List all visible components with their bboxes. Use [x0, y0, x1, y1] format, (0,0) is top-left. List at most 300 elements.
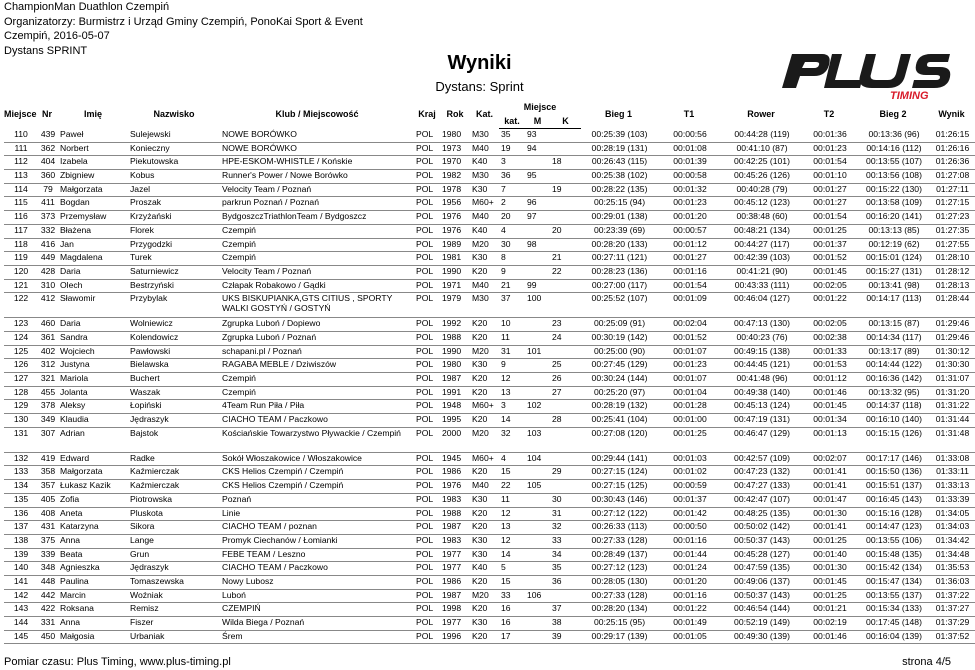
cell-category: M20	[472, 238, 489, 249]
cell-k-place	[550, 589, 581, 603]
cell-bib: 361	[40, 331, 56, 342]
cell-year: 1989	[442, 238, 462, 249]
cell-place: 131	[13, 427, 29, 438]
cell-result: 01:31:07	[935, 373, 970, 383]
cell-t1: 00:01:16	[673, 589, 707, 600]
cell-cat-place: 20	[501, 211, 511, 222]
cell-k-place	[550, 400, 581, 414]
event-name: ChampionMan Duathlon Czempiń	[4, 1, 170, 13]
cell-bib: 312	[40, 359, 56, 370]
cell-bike: 00:50:02 (142)	[734, 521, 790, 532]
cell-run1: 00:27:33 (128)	[591, 534, 648, 545]
cell-first-name: Katarzyna	[60, 521, 99, 532]
cell-run1: 00:27:00 (117)	[591, 279, 648, 290]
cell-country: POL	[416, 480, 434, 491]
cell-year: 1977	[442, 617, 462, 627]
cell-bib: 422	[40, 603, 56, 614]
cell-t1: 00:01:07	[673, 373, 707, 383]
cell-result: 01:27:23	[935, 211, 970, 222]
cell-country: POL	[416, 252, 434, 263]
cell-bike: 00:48:21 (134)	[734, 224, 790, 235]
cell-result: 01:33:39	[935, 493, 970, 504]
cell-cat-place: 21	[501, 279, 511, 290]
col-wynik: Wynik	[938, 109, 965, 120]
cell-run2: 00:13:55 (107)	[866, 156, 922, 167]
cell-k-place: 19	[552, 183, 562, 194]
cell-t2: 00:01:22	[813, 293, 847, 304]
table-row	[4, 197, 975, 211]
cell-first-name: Błażena	[60, 224, 92, 235]
cell-category: M40	[472, 279, 489, 290]
cell-country: POL	[416, 373, 434, 383]
cell-result: 01:27:11	[936, 183, 969, 194]
cell-cat-place: 31	[501, 345, 511, 356]
cell-bike: 00:44:45 (121)	[734, 359, 790, 370]
cell-bike: 00:49:06 (137)	[734, 575, 790, 586]
cell-bike: 00:40:28 (79)	[736, 183, 788, 194]
cell-t1: 00:01:42	[673, 507, 707, 518]
cell-run1: 00:25:41 (104)	[591, 414, 648, 425]
distance-label: Dystans SPRINT	[4, 44, 88, 57]
cell-run1: 00:29:44 (141)	[591, 452, 648, 463]
table-row	[4, 252, 975, 266]
cell-t1: 00:01:52	[673, 331, 707, 342]
cell-run2: 00:16:36 (142)	[866, 373, 922, 383]
cell-first-name: Łukasz Kazik	[60, 480, 111, 491]
cell-t2: 00:01:53	[813, 359, 847, 370]
cell-m-place: 94	[527, 142, 537, 153]
cell-k-place: 23	[552, 318, 562, 329]
cell-t2: 00:01:41	[813, 521, 847, 532]
cell-t2: 00:01:52	[813, 252, 847, 263]
col-miejsce-group: Miejsce	[523, 102, 557, 112]
cell-run1: 00:30:43 (146)	[591, 493, 648, 504]
cell-category: K20	[472, 466, 488, 477]
cell-country: POL	[416, 466, 434, 477]
cell-run1: 00:27:33 (128)	[591, 589, 648, 600]
cell-run2: 00:15:01 (124)	[866, 252, 922, 263]
cell-category: K30	[472, 359, 488, 370]
cell-run1: 00:27:11 (121)	[591, 252, 648, 263]
cell-m-place	[525, 318, 550, 332]
cell-first-name: Zbigniew	[60, 170, 95, 181]
cell-result: 01:34:42	[935, 534, 970, 545]
cell-first-name: Adrian	[60, 427, 85, 438]
cell-cat-place: 3	[501, 400, 506, 411]
cell-last-name: Tomaszewska	[130, 575, 184, 586]
cell-category: K20	[472, 507, 488, 518]
cell-year: 1995	[442, 414, 462, 425]
cell-cat-place: 19	[501, 142, 511, 153]
cell-club: Czempiń	[222, 373, 256, 383]
cell-result: 01:27:35	[935, 224, 970, 235]
cell-category: K30	[472, 534, 488, 545]
cell-m-place	[525, 466, 550, 480]
cell-club: BydgoszczTriathlonTeam / Bydgoszcz	[222, 211, 367, 222]
cell-m-place	[525, 252, 550, 266]
cell-last-name: Fiszer	[130, 617, 154, 627]
cell-last-name: Jędraszyk	[130, 562, 169, 573]
cell-year: 1998	[442, 603, 462, 614]
cell-last-name: Kolendowicz	[130, 331, 179, 342]
cell-k-place: 18	[552, 156, 562, 167]
cell-club: CKS Helios Czempiń / Czempiń	[222, 480, 344, 491]
cell-result: 01:28:44	[935, 293, 970, 304]
cell-category: K20	[472, 630, 488, 641]
cell-t2: 00:02:19	[813, 617, 847, 627]
cell-country: POL	[416, 603, 434, 614]
cell-run1: 00:27:08 (120)	[591, 427, 648, 438]
cell-bike: 00:46:04 (127)	[734, 293, 790, 304]
cell-t2: 00:01:46	[813, 630, 847, 641]
cell-k-place	[550, 129, 581, 143]
cell-category: M20	[472, 345, 489, 356]
cell-result: 01:29:46	[935, 318, 970, 329]
cell-m-place	[525, 630, 550, 644]
cell-run1: 00:26:33 (113)	[591, 521, 648, 532]
cell-bib: 460	[40, 318, 56, 329]
cell-category: K20	[472, 603, 488, 614]
cell-country: POL	[416, 617, 434, 627]
table-row	[4, 373, 975, 387]
cell-t1: 00:01:32	[673, 183, 707, 194]
cell-last-name: Konieczny	[130, 142, 170, 153]
cell-bike: 00:49:15 (138)	[734, 345, 790, 356]
cell-m-place	[525, 534, 550, 548]
cell-first-name: Olech	[60, 279, 83, 290]
cell-t1: 00:00:57	[673, 224, 707, 235]
cell-first-name: Norbert	[60, 142, 89, 153]
cell-cat-place: 35	[501, 129, 511, 139]
cell-run2: 00:14:47 (123)	[866, 521, 922, 532]
cell-category: K20	[472, 575, 488, 586]
cell-run1: 00:25:09 (91)	[593, 318, 646, 329]
cell-first-name: Roksana	[60, 603, 94, 614]
cell-category: M60+	[472, 400, 494, 411]
cell-last-name: Buchert	[130, 373, 160, 383]
cell-bike: 00:45:13 (124)	[734, 400, 790, 411]
cell-t1: 00:01:07	[673, 345, 707, 356]
cell-k-place: 35	[552, 562, 562, 573]
cell-country: POL	[416, 331, 434, 342]
cell-t2: 00:01:23	[813, 142, 847, 153]
cell-t1: 00:01:23	[673, 359, 707, 370]
cell-run1: 00:28:19 (131)	[591, 142, 648, 153]
cell-cat-place: 13	[501, 386, 511, 397]
cell-m-place	[525, 156, 550, 170]
cell-run2: 00:16:10 (140)	[866, 414, 922, 425]
table-row	[4, 414, 975, 428]
cell-cat-place: 36	[501, 170, 511, 181]
cell-last-name: Przygodzki	[130, 238, 173, 249]
cell-cat-place: 16	[501, 617, 511, 627]
cell-t2: 00:01:45	[813, 400, 847, 411]
cell-t1: 00:01:05	[673, 630, 707, 641]
cell-run1: 00:23:39 (69)	[593, 224, 646, 235]
table-row	[4, 400, 975, 414]
cell-run2: 00:15:22 (130)	[866, 183, 922, 194]
cell-t1: 00:01:09	[673, 293, 707, 304]
cell-year: 1983	[442, 493, 462, 504]
cell-bike: 00:47:59 (135)	[734, 562, 790, 573]
cell-bib: 339	[40, 548, 56, 559]
cell-last-name: Bajstok	[130, 427, 159, 438]
table-row	[4, 170, 975, 184]
cell-cat-place: 32	[501, 427, 511, 438]
cell-country: POL	[416, 279, 434, 290]
cell-bike: 00:42:39 (103)	[734, 252, 790, 263]
cell-bike: 00:42:47 (107)	[734, 493, 790, 504]
page-title: Wyniki	[447, 52, 512, 74]
table-row	[4, 493, 975, 507]
cell-club: UKS BISKUPIANKA,GTS CITIUS , SPORTY WALKI GOSTYŃ / GOSTYŃ	[222, 293, 393, 314]
cell-country: POL	[416, 589, 434, 600]
cell-first-name: Aleksy	[60, 400, 86, 411]
cell-bike: 00:42:25 (101)	[734, 156, 790, 167]
cell-place: 135	[13, 493, 29, 504]
cell-result: 01:36:03	[935, 575, 970, 586]
cell-run2: 00:13:58 (109)	[866, 197, 922, 208]
col-rok: Rok	[446, 109, 464, 120]
cell-run2: 00:16:20 (141)	[866, 211, 922, 222]
cell-category: K20	[472, 318, 488, 329]
cell-country: POL	[416, 238, 434, 249]
cell-t2: 00:02:07	[813, 452, 847, 463]
cell-cat-place: 7	[501, 183, 506, 194]
cell-k-place	[550, 345, 581, 359]
cell-run2: 00:14:16 (112)	[866, 142, 922, 153]
cell-country: POL	[416, 128, 434, 139]
cell-run1: 00:27:15 (124)	[591, 466, 648, 477]
cell-m-place	[525, 507, 550, 521]
cell-first-name: Wojciech	[60, 345, 95, 356]
cell-place: 112	[14, 156, 28, 167]
cell-first-name: Daria	[60, 265, 81, 276]
cell-year: 1990	[442, 345, 462, 356]
plus-timing-logo	[778, 48, 948, 100]
cell-category: K30	[472, 252, 488, 263]
col-miejsce-k: K	[550, 114, 581, 129]
cell-m-place: 102	[527, 400, 542, 411]
cell-country: POL	[416, 156, 434, 167]
cell-run2: 00:14:17 (113)	[866, 293, 922, 304]
cell-cat-place: 9	[501, 265, 506, 276]
table-row	[4, 630, 975, 644]
cell-club: Wilda Biega / Poznań	[222, 617, 305, 627]
cell-t2: 00:01:54	[813, 211, 847, 222]
cell-club: Poznań	[222, 493, 252, 504]
cell-first-name: Sandra	[60, 331, 88, 342]
cell-bike: 00:41:48 (96)	[736, 373, 788, 383]
cell-cat-place: 9	[501, 359, 506, 370]
cell-run1: 00:28:05 (130)	[591, 575, 648, 586]
cell-country: POL	[416, 211, 434, 222]
cell-club: Kościańskie Towarzystwo Pływackie / Czempiń	[222, 427, 401, 438]
cell-club: Zgrupka Luboń / Poznań	[222, 331, 317, 342]
cell-club: Runner's Power / Nowe Borówko	[222, 170, 348, 181]
cell-t2: 00:02:05	[813, 318, 847, 329]
cell-bike: 00:38:48 (60)	[736, 211, 788, 222]
cell-last-name: Lange	[130, 534, 154, 545]
cell-country: POL	[416, 224, 434, 235]
cell-t1: 00:01:22	[673, 603, 707, 614]
cell-run2: 00:12:19 (62)	[868, 238, 920, 249]
cell-year: 1979	[442, 293, 462, 304]
cell-last-name: Remisz	[130, 603, 159, 614]
cell-first-name: Beata	[60, 548, 83, 559]
cell-k-place	[550, 211, 581, 225]
cell-category: K30	[472, 183, 488, 194]
table-row	[4, 534, 975, 548]
cell-m-place	[525, 603, 550, 617]
cell-year: 1971	[442, 279, 462, 290]
col-miejsce-m: M	[525, 114, 550, 129]
cell-run1: 00:25:38 (102)	[591, 170, 648, 181]
cell-k-place	[550, 238, 581, 252]
cell-bib: 411	[41, 197, 55, 208]
cell-t1: 00:00:56	[673, 128, 707, 139]
cell-first-name: Magdalena	[60, 252, 103, 263]
cell-k-place	[550, 197, 581, 211]
table-row	[4, 318, 975, 332]
cell-country: POL	[416, 575, 434, 586]
cell-category: M60+	[472, 197, 494, 208]
table-row	[4, 265, 975, 279]
cell-run1: 00:25:15 (94)	[593, 197, 646, 208]
cell-place: 142	[13, 589, 29, 600]
cell-category: M30	[472, 293, 489, 304]
cell-k-place: 37	[552, 603, 562, 614]
cell-country: POL	[416, 142, 434, 153]
cell-bike: 00:41:21 (90)	[736, 265, 788, 276]
cell-first-name: Anna	[60, 534, 81, 545]
cell-m-place	[525, 265, 550, 279]
cell-club: CIACHO TEAM / poznan	[222, 521, 317, 532]
cell-result: 01:27:15	[935, 197, 970, 208]
cell-k-place: 38	[552, 617, 562, 627]
cell-cat-place: 8	[501, 252, 506, 263]
cell-country: POL	[416, 265, 434, 276]
cell-place: 111	[14, 142, 28, 153]
cell-t1: 00:01:37	[673, 493, 707, 504]
cell-club: CIACHO TEAM / Paczkowo	[222, 562, 328, 573]
cell-run1: 00:29:01 (138)	[591, 211, 648, 222]
cell-last-name: Proszak	[130, 197, 162, 208]
cell-last-name: Łopiński	[130, 400, 162, 411]
cell-bib: 442	[40, 589, 56, 600]
cell-club: Człapak Robakowo / Gądki	[222, 279, 326, 290]
col-nazwisko: Nazwisko	[153, 109, 195, 120]
cell-year: 1978	[442, 183, 462, 194]
cell-k-place: 27	[552, 386, 562, 397]
cell-country: POL	[416, 345, 434, 356]
cell-t2: 00:01:45	[813, 575, 847, 586]
cell-t1: 00:01:23	[673, 197, 707, 208]
cell-bike: 00:47:23 (132)	[734, 466, 790, 477]
cell-bib: 358	[40, 466, 56, 477]
col-bieg1: Bieg 1	[604, 109, 632, 120]
cell-last-name: Bestrzyński	[130, 279, 174, 290]
cell-year: 1982	[442, 170, 462, 181]
cell-place: 141	[13, 575, 29, 586]
cell-club: CIACHO TEAM / Paczkowo	[222, 414, 328, 425]
cell-last-name: Jędraszyk	[130, 414, 169, 425]
cell-t1: 00:01:20	[673, 211, 707, 222]
cell-cat-place: 15	[501, 575, 511, 586]
cell-last-name: Saturniewicz	[130, 265, 179, 276]
cell-bike: 00:43:33 (111)	[734, 279, 790, 290]
cell-run1: 00:27:45 (129)	[591, 359, 648, 370]
cell-bib: 321	[40, 373, 56, 383]
cell-first-name: Małgorzata	[60, 466, 103, 477]
cell-category: K20	[472, 414, 488, 425]
cell-country: POL	[416, 359, 434, 370]
cell-club: Velocity Team / Poznań	[222, 265, 312, 276]
cell-cat-place: 16	[501, 603, 511, 614]
cell-year: 1980	[442, 359, 462, 370]
cell-result: 01:27:55	[935, 238, 970, 249]
col-t2: T2	[823, 109, 835, 120]
col-bieg2: Bieg 2	[879, 109, 907, 120]
cell-club: Czempiń	[222, 386, 256, 397]
cell-k-place: 20	[552, 224, 562, 235]
table-row	[4, 331, 975, 345]
cell-bib: 439	[40, 128, 56, 139]
cell-cat-place: 30	[501, 238, 511, 249]
cell-place: 126	[13, 359, 29, 370]
cell-club: schapani.pl / Poznań	[222, 345, 302, 356]
cell-cat-place: 14	[501, 414, 511, 425]
cell-year: 1977	[442, 548, 462, 559]
cell-result: 01:26:15	[935, 128, 970, 139]
cell-last-name: Urbaniak	[130, 630, 165, 641]
cell-run2: 00:15:48 (135)	[866, 548, 922, 559]
cell-result: 01:29:46	[935, 331, 970, 342]
cell-k-place: 34	[552, 548, 562, 559]
cell-t2: 00:01:27	[813, 183, 847, 194]
cell-year: 1977	[442, 562, 462, 573]
cell-club: NOWE BORÓWKO	[222, 142, 297, 153]
cell-m-place: 99	[527, 279, 537, 290]
cell-country: POL	[416, 293, 434, 304]
cell-year: 1988	[442, 507, 462, 518]
footer-timing: Pomiar czasu: Plus Timing, www.plus-timing.pl	[4, 656, 231, 668]
cell-place: 125	[13, 345, 29, 356]
cell-m-place	[525, 373, 550, 387]
cell-m-place: 97	[527, 211, 537, 222]
cell-country: POL	[416, 414, 434, 425]
cell-place: 122	[13, 293, 29, 304]
cell-k-place: 32	[552, 521, 562, 532]
cell-club: Czempiń	[222, 252, 256, 263]
cell-last-name: Radke	[130, 452, 155, 463]
cell-bike: 00:41:10 (87)	[736, 142, 788, 153]
cell-run1: 00:28:23 (136)	[591, 265, 648, 276]
cell-run1: 00:25:20 (97)	[593, 386, 646, 397]
table-row	[4, 142, 975, 156]
cell-first-name: Aneta	[60, 507, 83, 518]
cell-country: POL	[416, 386, 434, 397]
cell-m-place	[525, 575, 550, 589]
cell-m-place	[525, 183, 550, 197]
cell-club: Czempiń	[222, 238, 256, 249]
cell-cat-place: 4	[501, 452, 506, 463]
cell-run1: 00:27:15 (125)	[591, 480, 648, 491]
cell-last-name: Jazel	[130, 183, 151, 194]
cell-m-place: 103	[527, 427, 542, 438]
cell-club: Nowy Lubosz	[222, 575, 274, 586]
cell-run1: 00:30:19 (142)	[591, 331, 648, 342]
